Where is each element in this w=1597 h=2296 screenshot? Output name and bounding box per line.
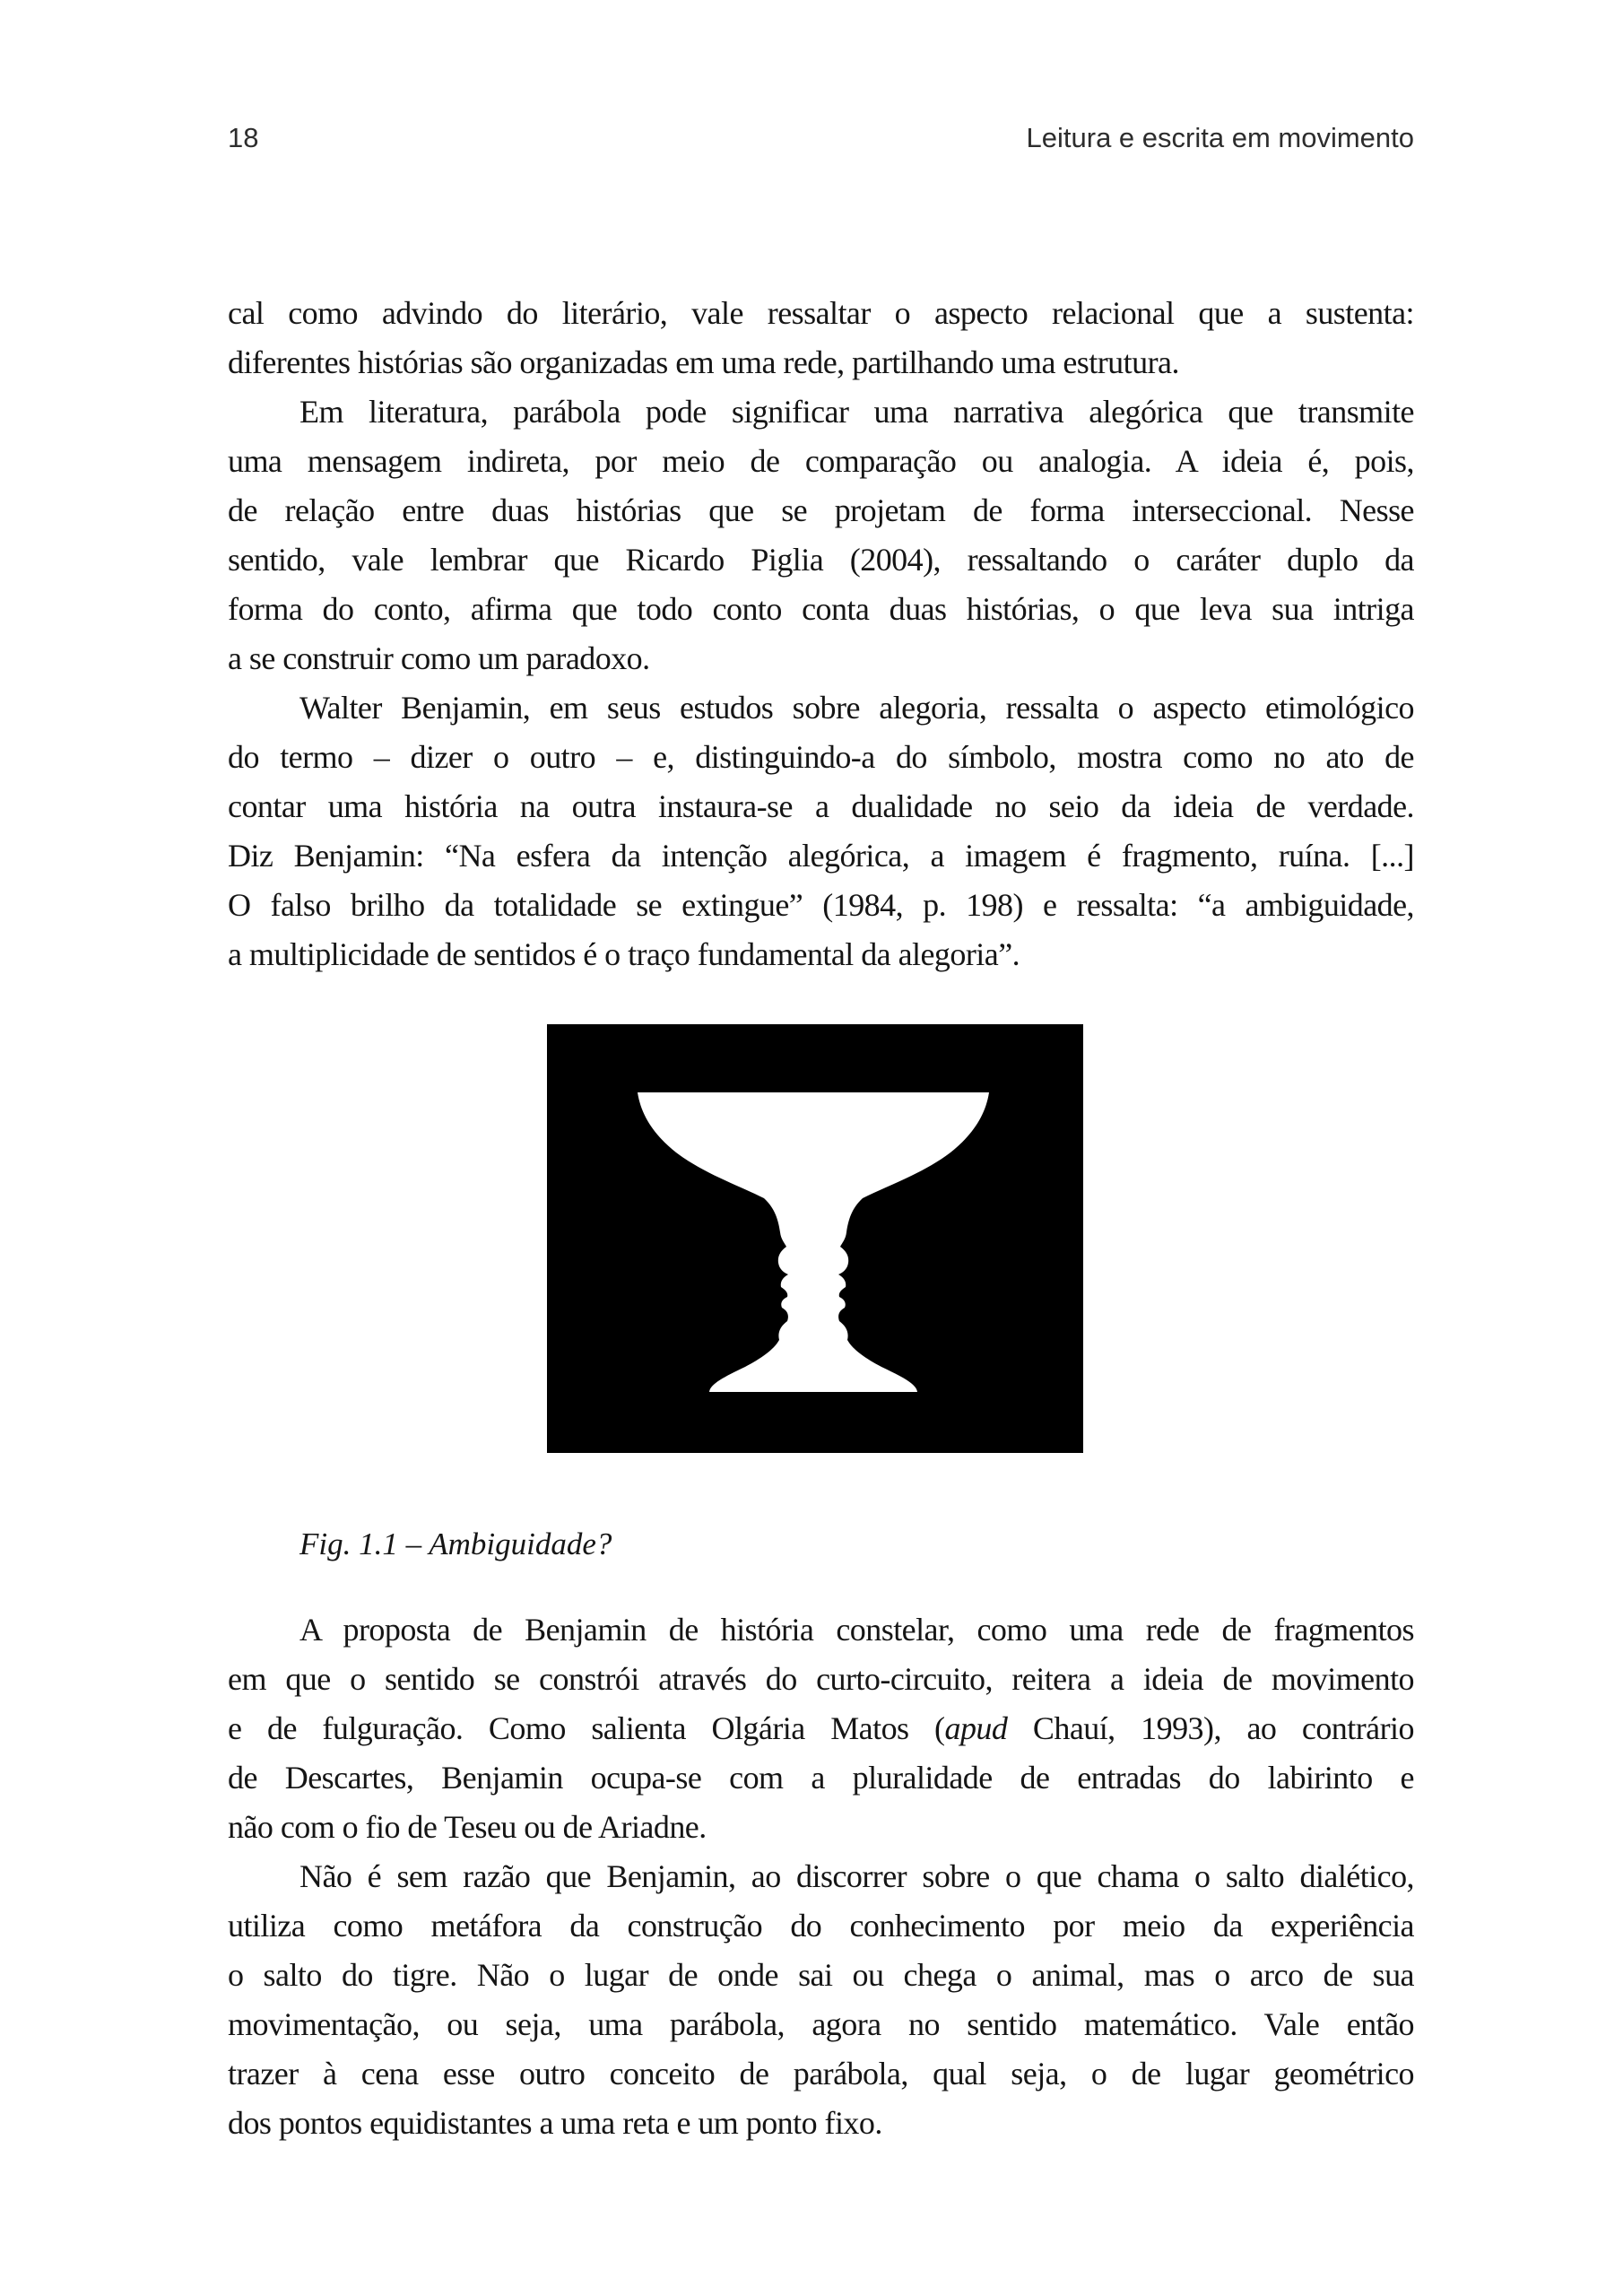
text-line: o salto do tigre. Não o lugar de onde sai ou chega o animal, mas o arco de sua: [228, 1957, 1414, 1993]
text-line: Diz Benjamin: “Na esfera da intenção alegórica, a imagem é fragmento, ruína. [...]: [228, 838, 1414, 874]
paragraph: [228, 289, 1414, 387]
body-text-below-figure: [228, 1605, 1414, 2148]
text-line: movimentação, ou seja, uma parábola, agora no sentido matemático. Vale então: [228, 2006, 1414, 2042]
text-line: de Descartes, Benjamin ocupa-se com a pluralidade de entradas do labirinto e: [228, 1760, 1414, 1796]
text-line: do termo – dizer o outro – e, distinguindo-a do símbolo, mostra como no ato de: [228, 739, 1414, 775]
text-line: cal como advindo do literário, vale ressaltar o aspecto relacional que a sustenta:: [228, 295, 1414, 331]
text-line: de relação entre duas histórias que se projetam de forma interseccional. Nesse: [228, 492, 1414, 528]
text-line: não com o fio de Teseu ou de Ariadne.: [228, 1809, 707, 1845]
page-number: 18: [228, 122, 259, 153]
text-line: utiliza como metáfora da construção do conhecimento por meio da experiência: [228, 1908, 1414, 1944]
text-line: diferentes histórias são organizadas em uma rede, partilhando uma estrutura.: [228, 344, 1179, 380]
page-header: [228, 122, 1414, 154]
paragraph: [228, 1605, 1414, 1852]
text-line: Em literatura, parábola pode significar uma narrativa alegórica que transmite: [299, 394, 1414, 430]
text-line: e de fulguração. Como salienta Olgária Matos (apud Chauí, 1993), ao contrário: [228, 1710, 1414, 1746]
text-line: forma do conto, afirma que todo conto conta duas histórias, o que leva sua intriga: [228, 591, 1414, 627]
text-line: A proposta de Benjamin de história constelar, como uma rede de fragmentos: [299, 1612, 1414, 1648]
text-line: sentido, vale lembrar que Ricardo Piglia (2004), ressaltando o caráter duplo da: [228, 542, 1414, 578]
running-header: Leitura e escrita em movimento: [1026, 122, 1414, 153]
text-line: dos pontos equidistantes a uma reta e um ponto fixo.: [228, 2105, 882, 2141]
figure-caption: Fig. 1.1 – Ambiguidade?: [299, 1526, 612, 1561]
text-line: a multiplicidade de sentidos é o traço fundamental da alegoria”.: [228, 936, 1020, 972]
text-line: Não é sem razão que Benjamin, ao discorrer sobre o que chama o salto dialético,: [299, 1858, 1414, 1894]
rubin-vase-illusion-image: [547, 1024, 1083, 1453]
text-line: uma mensagem indireta, por meio de comparação ou analogia. A ideia é, pois,: [228, 443, 1414, 479]
text-line: trazer à cena esse outro conceito de parábola, qual seja, o de lugar geométrico: [228, 2056, 1414, 2092]
text-line: contar uma história na outra instaura-se a dualidade no seio da ideia de verdade.: [228, 788, 1414, 824]
body-text-above-figure: [228, 289, 1414, 979]
paragraph: [228, 387, 1414, 683]
text-line: O falso brilho da totalidade se extingue” (1984, p. 198) e ressalta: “a ambiguidade,: [228, 887, 1414, 923]
paragraph: [228, 1852, 1414, 2148]
text-line: a se construir como um paradoxo.: [228, 640, 650, 676]
rubin-vase-figure: [547, 1024, 1083, 1453]
text-line: em que o sentido se constrói através do curto-circuito, reitera a ideia de movimento: [228, 1661, 1414, 1697]
text-line: Walter Benjamin, em seus estudos sobre alegoria, ressalta o aspecto etimológico: [299, 690, 1414, 726]
paragraph: [228, 683, 1414, 979]
